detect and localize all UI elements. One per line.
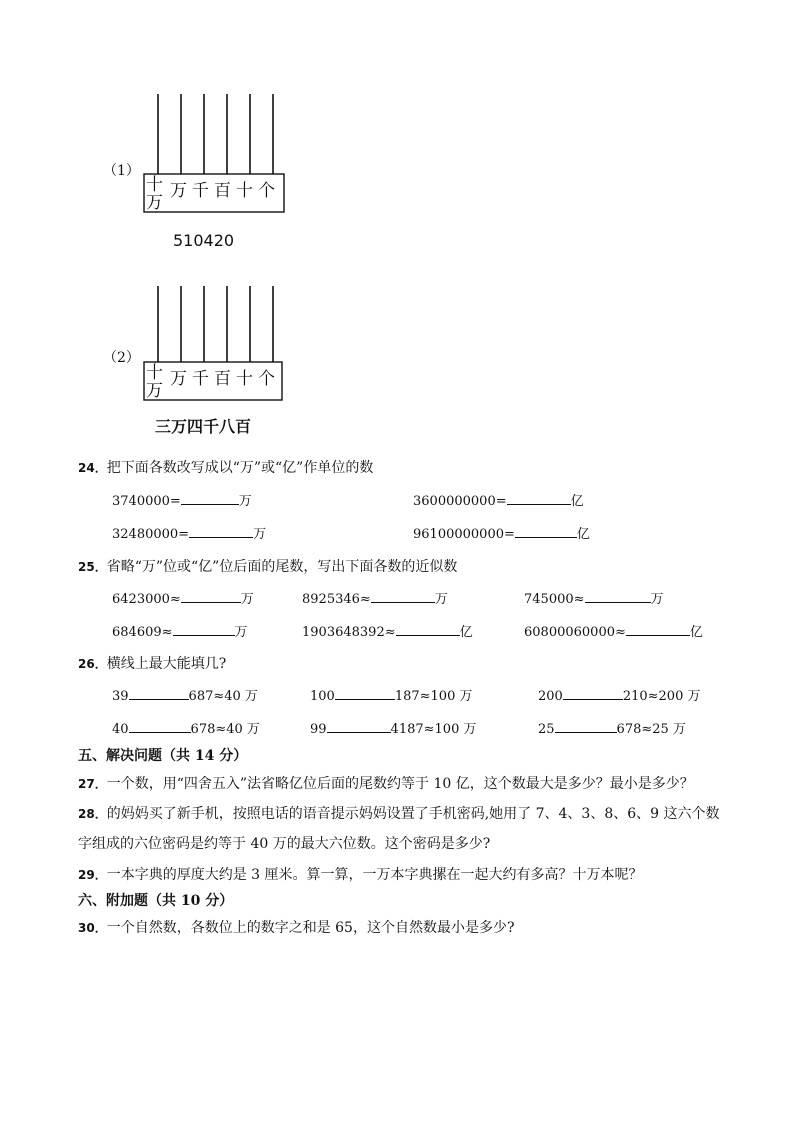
q28-line-2: 字组成的六位密码是约等于 40 万的最大六位数。这个密码是多少?	[78, 836, 491, 852]
q26-item-2: 100 187≈100 万	[310, 689, 473, 704]
q25-item-1: 6423000≈ 万	[112, 592, 254, 607]
abacus-2-units: 万千百十个	[170, 369, 280, 389]
abacus-2-label: （2）	[103, 350, 140, 366]
q26-item-3: 200 210≈200 万	[538, 689, 701, 704]
answer-blank[interactable]	[327, 720, 391, 733]
answer-blank[interactable]	[173, 623, 235, 636]
abacus-1-units: 万千百十个	[170, 181, 280, 201]
q26-heading: 26．横线上最大能填几?	[78, 656, 227, 672]
q25-item-3: 745000≈ 万	[524, 592, 664, 607]
section-5-title: 五、解决问题（共 14 分）	[78, 748, 248, 764]
answer-blank[interactable]	[371, 590, 435, 603]
answer-blank[interactable]	[181, 590, 241, 603]
q24-item-4: 96100000000= 亿	[413, 527, 590, 542]
answer-blank[interactable]	[563, 687, 623, 700]
q26-item-5: 99 4187≈100 万	[310, 722, 477, 737]
q28-line-1: 28．的妈妈买了新手机，按照电话的语音提示妈妈设置了手机密码,她用了 7、4、3、8、6、9 这六个数	[78, 806, 720, 822]
answer-blank[interactable]	[585, 590, 651, 603]
answer-blank[interactable]	[181, 492, 239, 505]
abacus-2-col-shiwan: 十 万	[146, 363, 163, 401]
q29: 29．一本字典的厚度大约是 3 厘米。算一算，一万本字典摞在一起大约有多高？十万本呢？	[78, 867, 643, 883]
answer-blank[interactable]	[129, 720, 191, 733]
q24-item-2: 3600000000= 亿	[413, 494, 584, 509]
q25-heading: 25．省略“万”位或“亿”位后面的尾数，写出下面各数的近似数	[78, 559, 458, 575]
q25-item-2: 8925346≈ 万	[302, 592, 448, 607]
abacus-1-caption: 510420	[173, 231, 235, 250]
abacus-1-col-shiwan: 十 万	[146, 175, 163, 213]
abacus-1-label: （1）	[103, 163, 140, 179]
answer-blank[interactable]	[555, 720, 617, 733]
q25-item-5: 1903648392≈ 亿	[302, 625, 473, 640]
q24-item-3: 32480000= 万	[112, 527, 267, 542]
answer-blank[interactable]	[129, 687, 189, 700]
abacus-2-caption: 三万四千八百	[155, 417, 252, 436]
q26-item-4: 40 678≈40 万	[112, 722, 260, 737]
q25-item-4: 684609≈ 万	[112, 625, 248, 640]
q27: 27．一个数，用“四舍五入”法省略亿位后面的尾数约等于 10 亿，这个数最大是多少？最小是多少？	[78, 776, 694, 792]
q30: 30．一个自然数，各数位上的数字之和是 65，这个自然数最小是多少?	[78, 920, 515, 936]
answer-blank[interactable]	[626, 623, 690, 636]
q26-item-6: 25 678≈25 万	[538, 722, 686, 737]
q26-item-1: 39 687≈40 万	[112, 689, 258, 704]
q24-heading: 24．把下面各数改写成以“万”或“亿”作单位的数	[78, 460, 374, 476]
answer-blank[interactable]	[515, 525, 577, 538]
answer-blank[interactable]	[396, 623, 460, 636]
q24-item-1: 3740000= 万	[112, 494, 252, 509]
answer-blank[interactable]	[507, 492, 571, 505]
answer-blank[interactable]	[189, 525, 253, 538]
section-6-title: 六、附加题（共 10 分）	[78, 893, 234, 909]
q25-item-6: 60800060000≈ 亿	[524, 625, 703, 640]
answer-blank[interactable]	[335, 687, 395, 700]
